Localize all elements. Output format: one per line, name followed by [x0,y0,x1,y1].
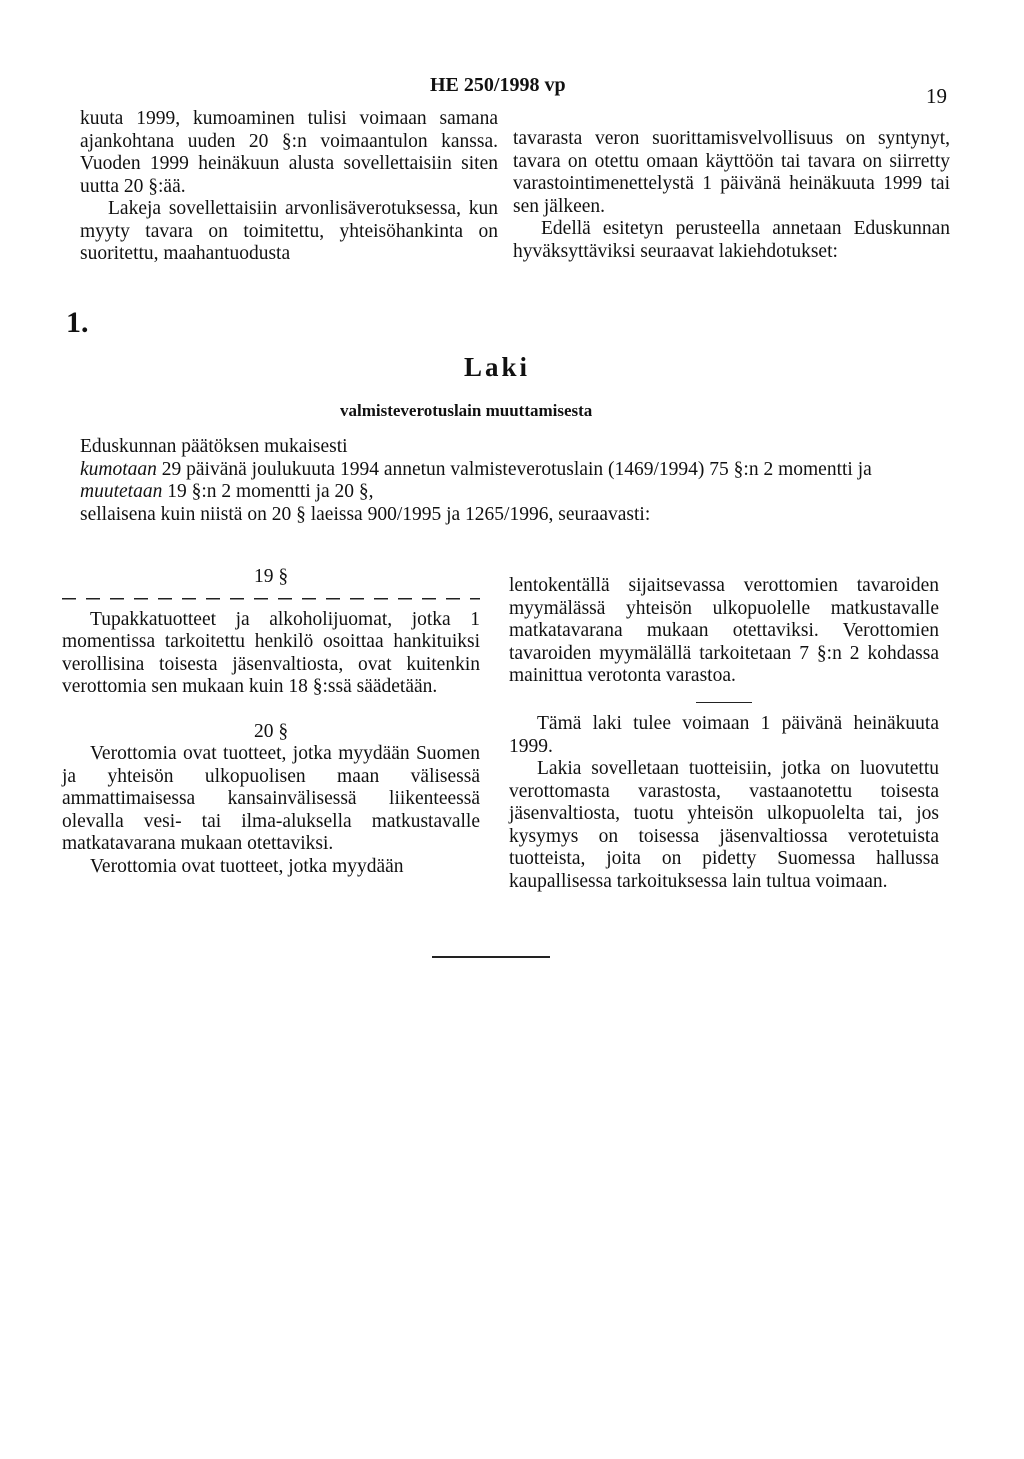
top-left-column [80,108,498,266]
section-19-text: Tupakkatuotteet ja alkoholijuomat, jotka 1 momentissa tarkoitettu henkilö osoittaa hankituiksi verollisina toisesta jäsenvaltiosta, ovat kuitenkin verottomia sen mukaan kuin 18 §:ssä säädetään. [62,608,480,697]
paragraph: Edellä esitetyn perusteella annetaan Eduskunnan hyväksyttäviksi seuraavat lakiehdotukset: [513,218,950,262]
section-20-paragraph-2: Verottomia ovat tuotteet, jotka myydään [90,855,404,877]
paragraph: Lakeja sovellettaisiin arvonlisäverotuksessa, kun myyty tavara on toimitettu, yhteisöhankinta on suoritettu, maahantuodusta [80,198,498,264]
section-heading-19: 19 § [253,566,289,587]
section-divider-rule [696,702,752,704]
law-title: Laki [464,352,531,382]
enactment-clause [62,436,962,526]
end-rule [432,956,550,958]
paragraph: kuuta 1999, kumoaminen tulisi voimaan samana ajankohtana uuden 20 §:n voimaantulon kanssa. Vuoden 1999 heinäkuun alusta sovellettaisiin siten uutta 20 §:ää. [80,108,498,197]
repeal-clause [62,459,962,482]
amend-text: 19 §:n 2 momentti ja 20 §, [162,481,374,502]
enactment-intro: Eduskunnan päätöksen mukaisesti [80,436,348,457]
application-provision: Lakia sovelletaan tuotteisiin, jotka on luovutettu verottomasta varastosta, vastaanotettu toisesta jäsenvaltiosta, tuotu yhteisön ulkopuolelta tai, jos kysymys on toisessa jäsenvaltiossa verotetuista tuotteista, joita on pidetty Suomessa hallussa kaupallisessa tarkoituksessa lain tultua voimaan. [509,758,939,892]
section-heading-20: 20 § [253,720,289,742]
bottom-right-column [509,575,939,893]
amend-reference: sellaisena kuin niistä on 20 § laeissa 900/1995 ja 1265/1996, seuraavasti: [80,503,651,525]
section-20-continuation: lentokentällä sijaitsevassa verottomien tavaroiden myymälässä yhteisön ulkopuolelle matkustavalle matkatavarana mukaan otettaviksi. Verottomien tavaroiden myymälällä tarkoitetaan 7 §:n 2 kohdassa mainittua verotonta varastoa. [509,575,939,686]
entry-into-force: Tämä laki tulee voimaan 1 päivänä heinäkuuta 1999. [509,713,939,757]
law-subtitle: valmisteverotuslain muuttamisesta [340,401,593,420]
omission-dashes [62,591,480,605]
top-right-column [513,128,950,263]
repeal-keyword: kumotaan [80,458,157,480]
amend-clause [62,481,962,504]
page-number: 19 [926,84,947,108]
section-20-paragraph-1: Verottomia ovat tuotteet, jotka myydään Suomen ja yhteisön ulkopuolisen maan välisessä ammattimaisessa kansainvälisessä liikenteessä olevalla vesi- tai ilma-aluksella matkustavalle matkatavarana mukaan otettaviksi. [62,743,480,854]
repeal-text: 29 päivänä joulukuuta 1994 annetun valmisteverotuslain (1469/1994) 75 §:n 2 momentti ja [156,458,872,480]
page-header-title: HE 250/1998 vp [430,74,566,96]
law-number: 1. [66,306,89,339]
amend-keyword: muutetaan [80,481,163,502]
paragraph: tavarasta veron suorittamisvelvollisuus on syntynyt, tavara on otettu omaan käyttöön tai tavara on siirretty varastointimenettelystä 1 päivänä heinäkuuta 1999 tai sen jälkeen. [513,128,950,217]
bottom-left-column [62,566,480,878]
